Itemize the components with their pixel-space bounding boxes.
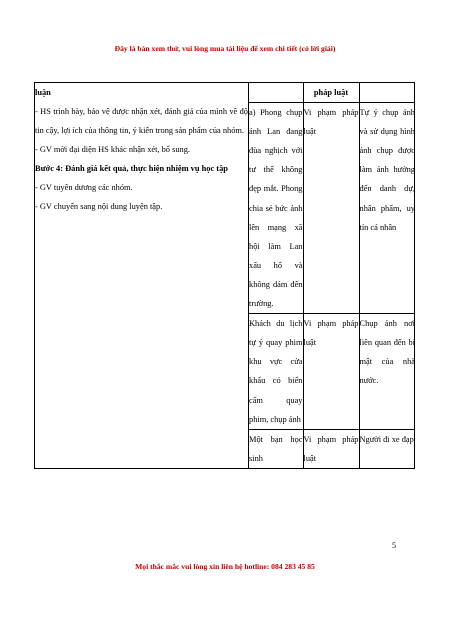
hotline-footer: Mọi thắc mắc vui lòng xin liên hệ hotline: 084 283 45 85 <box>135 562 315 571</box>
paragraph-invite: - GV mời đại diện HS khác nhận xét, bổ sung. <box>35 145 191 154</box>
left-heading: luận <box>35 88 51 97</box>
activity-cell <box>35 83 249 469</box>
reason-text: Chụp ảnh nơi liên quan đến bí mật của nhà nước. <box>359 314 415 430</box>
preview-banner: Đây là bản xem thử, vui lòng mua tài liệu để xem chi tiết (có lời giải) <box>114 44 336 53</box>
table-row <box>249 103 415 314</box>
reason-text: Tự ý chụp ảnh và sử dụng hình ảnh chụp được làm ảnh hưởng đến danh dự, nhân phẩm, uy tín cá nhân <box>359 103 415 314</box>
case-text: Khách du lịch tự ý quay phim khu vực cửa khẩu có biển cấm quay phim, chụp ảnh <box>249 314 303 430</box>
table-row <box>249 314 415 430</box>
paragraph-praise: - GV tuyên dương các nhóm. <box>35 183 133 192</box>
header-legal: pháp luật <box>303 83 359 103</box>
verdict-text: Vi phạm pháp luật <box>303 103 359 314</box>
case-text: a) Phong chụp ảnh Lan đang đùa nghịch với tư thế không đẹp mắt. Phong chia sẻ bức ảnh lên mạng xã hội làm Lan xấu hổ và không dám đến trường. <box>249 103 303 314</box>
step4-heading: Bước 4: Đánh giá kết quả, thực hiện nhiệm vụ học tập <box>35 164 228 173</box>
paragraph-transition: - GV chuyển sang nội dung luyện tập. <box>35 202 163 211</box>
table-row <box>249 429 415 468</box>
page-number: 5 <box>392 541 396 550</box>
lesson-table <box>34 82 415 469</box>
verdict-text: Vi phạm pháp luật <box>303 314 359 430</box>
verdict-text: Vi phạm pháp luật <box>303 429 359 468</box>
cases-table <box>249 83 415 468</box>
paragraph-presentation: - HS trình bày, bảo vệ được nhận xét, đánh giá của mình về độ tin cậy, lợi ích của thông tin, ý kiến trong sản phẩm của nhóm. <box>35 107 248 135</box>
case-text: Một bạn học sinh <box>249 429 303 468</box>
reason-text: Người đi xe đạp <box>359 429 415 468</box>
cases-cell <box>249 83 415 469</box>
cases-header-row <box>249 83 415 103</box>
